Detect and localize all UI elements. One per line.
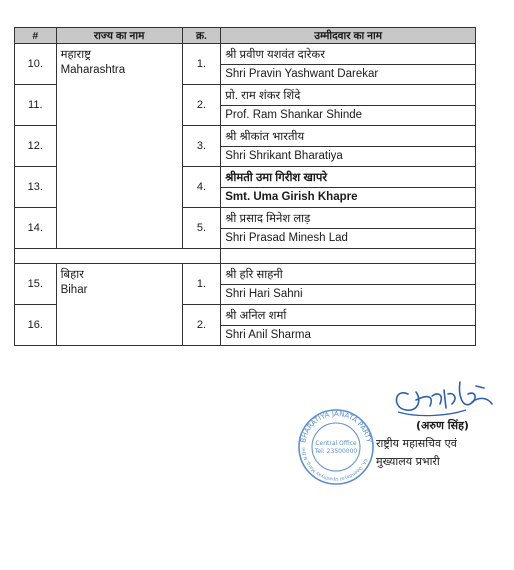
state-cell-maharashtra [56,44,182,249]
candidate-name-hindi: श्री हरि साहनी [225,268,283,281]
signature-stroke [396,382,492,410]
signatory-name: (अरुण सिंह) [416,419,469,432]
state-cell-bihar [56,264,182,346]
candidate-cell [221,305,476,346]
spacer-cell [221,249,476,264]
seal-inner-ring [312,423,360,471]
serial-number: 1. [182,264,221,305]
candidate-cell [221,167,476,208]
row-number: 13. [15,167,57,208]
signatory-designation-line-2: मुख्यालय प्रभारी [376,455,440,468]
seal-ring-text: BHARATIYA JANATA PARTY [299,409,373,444]
header-candidate-name: उम्मीदवार का नाम [221,28,476,44]
table-header-row [15,28,476,44]
row-number: 14. [15,208,57,249]
candidate-name-english: Shri Anil Sharma [221,325,475,345]
serial-number: 1. [182,44,221,85]
table-row [15,264,476,305]
candidate-cell [221,44,476,85]
candidate-name-english: Shri Pravin Yashwant Darekar [221,64,475,84]
state-name-hindi: महाराष्ट्र [60,49,91,61]
header-number: # [15,28,57,44]
row-number: 10. [15,44,57,85]
state-name-english: Bihar [60,284,88,296]
candidate-name-english: Prof. Ram Shankar Shinde [221,105,475,125]
candidate-name-english: Shri Prasad Minesh Lad [221,228,475,248]
party-seal-stamp [296,408,376,486]
row-number: 16. [15,305,57,346]
serial-number: 2. [182,305,221,346]
candidate-cell [221,126,476,167]
candidate-name-english: Shri Shrikant Bharatiya [221,146,475,166]
serial-number: 2. [182,85,221,126]
candidate-name-hindi: श्री श्रीकांत भारतीय [225,130,305,143]
candidate-name-hindi: श्री अनिल शर्मा [225,309,287,322]
state-name-hindi: बिहार [60,269,84,281]
serial-number: 4. [182,167,221,208]
candidate-name-hindi: प्रो. राम शंकर शिंदे [225,89,301,102]
candidate-name-hindi: श्री प्रसाद मिनेश लाड़ [225,212,311,225]
table-spacer-row [15,249,476,264]
seal-bottom-text: 6A, Deendayal Upadhyay Marg, N.Del [301,447,368,482]
candidate-name-english: Shri Hari Sahni [221,284,475,304]
candidate-cell [221,264,476,305]
seal-inner-text-2: Tel: 23500000 [314,448,358,455]
row-number: 11. [15,85,57,126]
candidate-name-english: Smt. Uma Girish Khapre [221,187,475,207]
row-number: 12. [15,126,57,167]
seal-inner-text-1: Central Office [315,440,357,447]
state-name-english: Maharashtra [60,64,126,76]
spacer-cell [15,249,221,264]
candidates-table [14,27,476,346]
signature-image [388,374,506,422]
header-serial: क्र. [182,28,221,44]
signatory-block [376,417,512,471]
candidate-cell [221,85,476,126]
candidate-cell [221,208,476,249]
candidate-name-hindi: श्री प्रवीण यशवंत दारेकर [225,48,325,61]
signatory-designation-line-1: राष्ट्रीय महासचिव एवं [376,437,457,450]
row-number: 15. [15,264,57,305]
header-state-name: राज्य का नाम [56,28,182,44]
candidate-name-hindi: श्रीमती उमा गिरीश खापरे [225,171,328,184]
table-row [15,44,476,85]
serial-number: 5. [182,208,221,249]
serial-number: 3. [182,126,221,167]
